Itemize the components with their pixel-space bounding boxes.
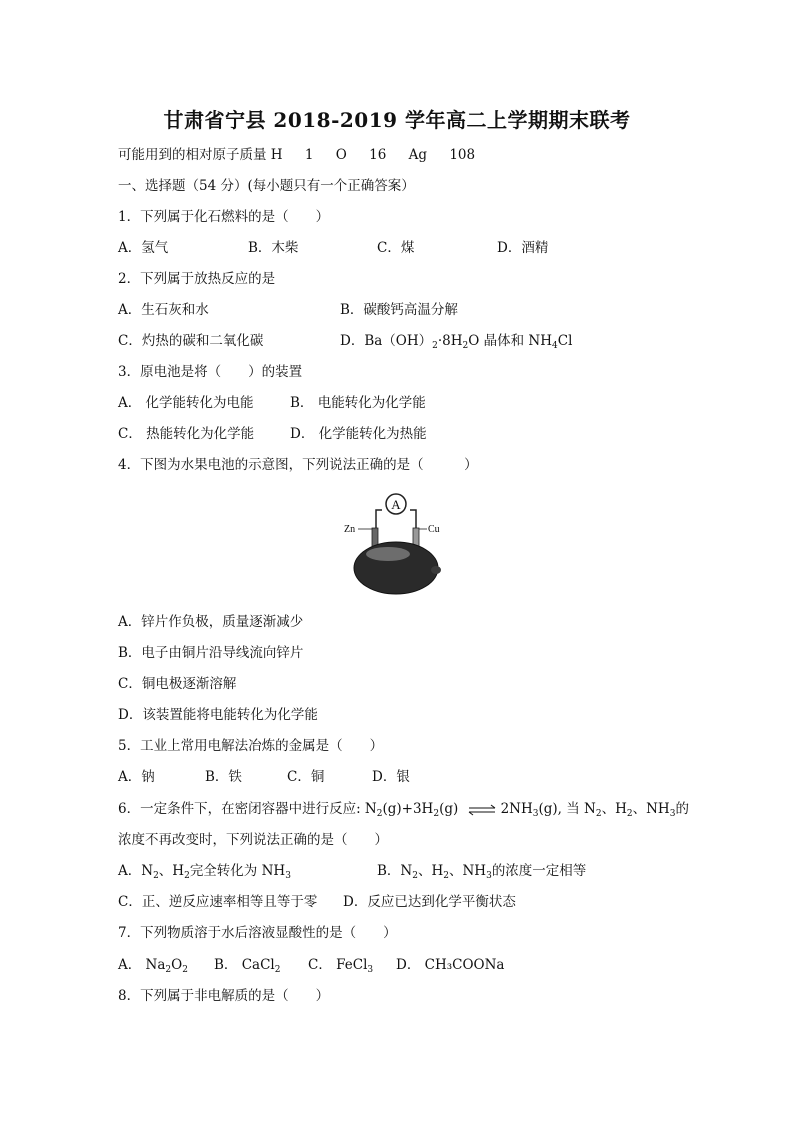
question-7-option-b: B． CaCl$_2$ [214, 957, 281, 975]
question-3-option-c: C． 热能转化为化学能 [118, 426, 255, 442]
question-2-option-d: D．$Ba(OH)_2\cdot 8H_2O$ 晶体和 $NH_4Cl$ [340, 333, 573, 351]
question-6-option-b: B．$N_2$、$H_2$、$NH_3$的浓度一定相等 [377, 863, 587, 881]
mass-symbol: H [270, 147, 283, 163]
ammeter-label: A [391, 497, 401, 512]
question-1-option-b: B．木柴 [248, 240, 299, 256]
mass-value: 108 [449, 147, 476, 163]
question-4-option-d: D．该装置能将电能转化为化学能 [118, 707, 318, 723]
question-7-option-a: A． $Na_2O_2$ [118, 957, 188, 975]
fruit-battery-figure [336, 488, 456, 598]
question-6-stem-line-1: 6．一定条件下，在密闭容器中进行反应: $N_2(g)+3H_2(g)$ $2NH_3(g)$, 当 $N_2$、$H_2$、$NH_3$的 [118, 801, 689, 819]
mass-symbol: Ag [408, 147, 428, 163]
question-1-stem: 1．下列属于化石燃料的是（ ） [118, 209, 330, 225]
question-4-stem: 4．下图为水果电池的示意图，下列说法正确的是（ ） [118, 457, 478, 473]
question-5-option-c: C．铜 [287, 769, 325, 785]
atomic-masses-line [118, 146, 475, 164]
question-3-option-a: A． 化学能转化为电能 [118, 395, 254, 411]
question-6-stem-line-2: 浓度不再改变时，下列说法正确的是（ ） [118, 832, 388, 848]
question-7-option-d: D． CH₃COONa [396, 957, 505, 973]
zinc-label: Zn [344, 524, 356, 535]
section-heading: 一、选择题（54 分）(每小题只有一个正确答案） [118, 178, 415, 194]
page-title: 甘肃省宁县 2018-2019 学年高二上学期期末联考 [163, 108, 631, 132]
question-1-option-d: D．酒精 [497, 240, 549, 256]
question-4-option-a: A．锌片作负极，质量逐渐减少 [118, 614, 304, 630]
question-6-option-d: D．反应已达到化学平衡状态 [343, 894, 516, 910]
question-1-option-c: C．煤 [377, 240, 415, 256]
question-4-option-c: C．铜电极逐渐溶解 [118, 676, 237, 692]
question-6-option-a: A．$N_2$、$H_2$完全转化为 $NH_3$ [118, 863, 291, 881]
question-3-stem: 3．原电池是将（ ）的装置 [118, 364, 303, 380]
question-6-option-c: C．正、逆反应速率相等且等于零 [118, 894, 318, 910]
equilibrium-arrow-icon [467, 804, 497, 816]
question-5-option-d: D．银 [372, 769, 410, 785]
question-3-option-d: D． 化学能转化为热能 [290, 426, 427, 442]
copper-label: Cu [428, 524, 440, 535]
mass-symbol: O [335, 147, 347, 163]
question-8-stem: 8．下列属于非电解质的是（ ） [118, 988, 330, 1004]
atomic-masses-label: 可能用到的相对原子质量 [118, 147, 267, 163]
question-2-stem: 2．下列属于放热反应的是 [118, 271, 276, 287]
mass-value: 16 [369, 147, 387, 163]
question-5-option-b: B．铁 [205, 769, 242, 785]
mass-value: 1 [304, 147, 314, 163]
question-4-option-b: B．电子由铜片沿导线流向锌片 [118, 645, 304, 661]
question-2-option-a: A．生石灰和水 [118, 302, 209, 318]
question-7-option-c: C． FeCl$_3$ [308, 957, 374, 975]
question-1-option-a: A．氢气 [118, 240, 169, 256]
question-2-option-b: B．碳酸钙高温分解 [340, 302, 458, 318]
question-3-option-b: B． 电能转化为化学能 [290, 395, 426, 411]
lemon-tip [431, 566, 441, 574]
question-5-option-a: A．钠 [118, 769, 155, 785]
question-5-stem: 5．工业上常用电解法冶炼的金属是（ ） [118, 738, 384, 754]
question-7-stem: 7．下列物质溶于水后溶液显酸性的是（ ） [118, 925, 397, 941]
lemon-highlight [366, 547, 410, 561]
question-2-option-c: C．灼热的碳和二氧化碳 [118, 333, 264, 349]
